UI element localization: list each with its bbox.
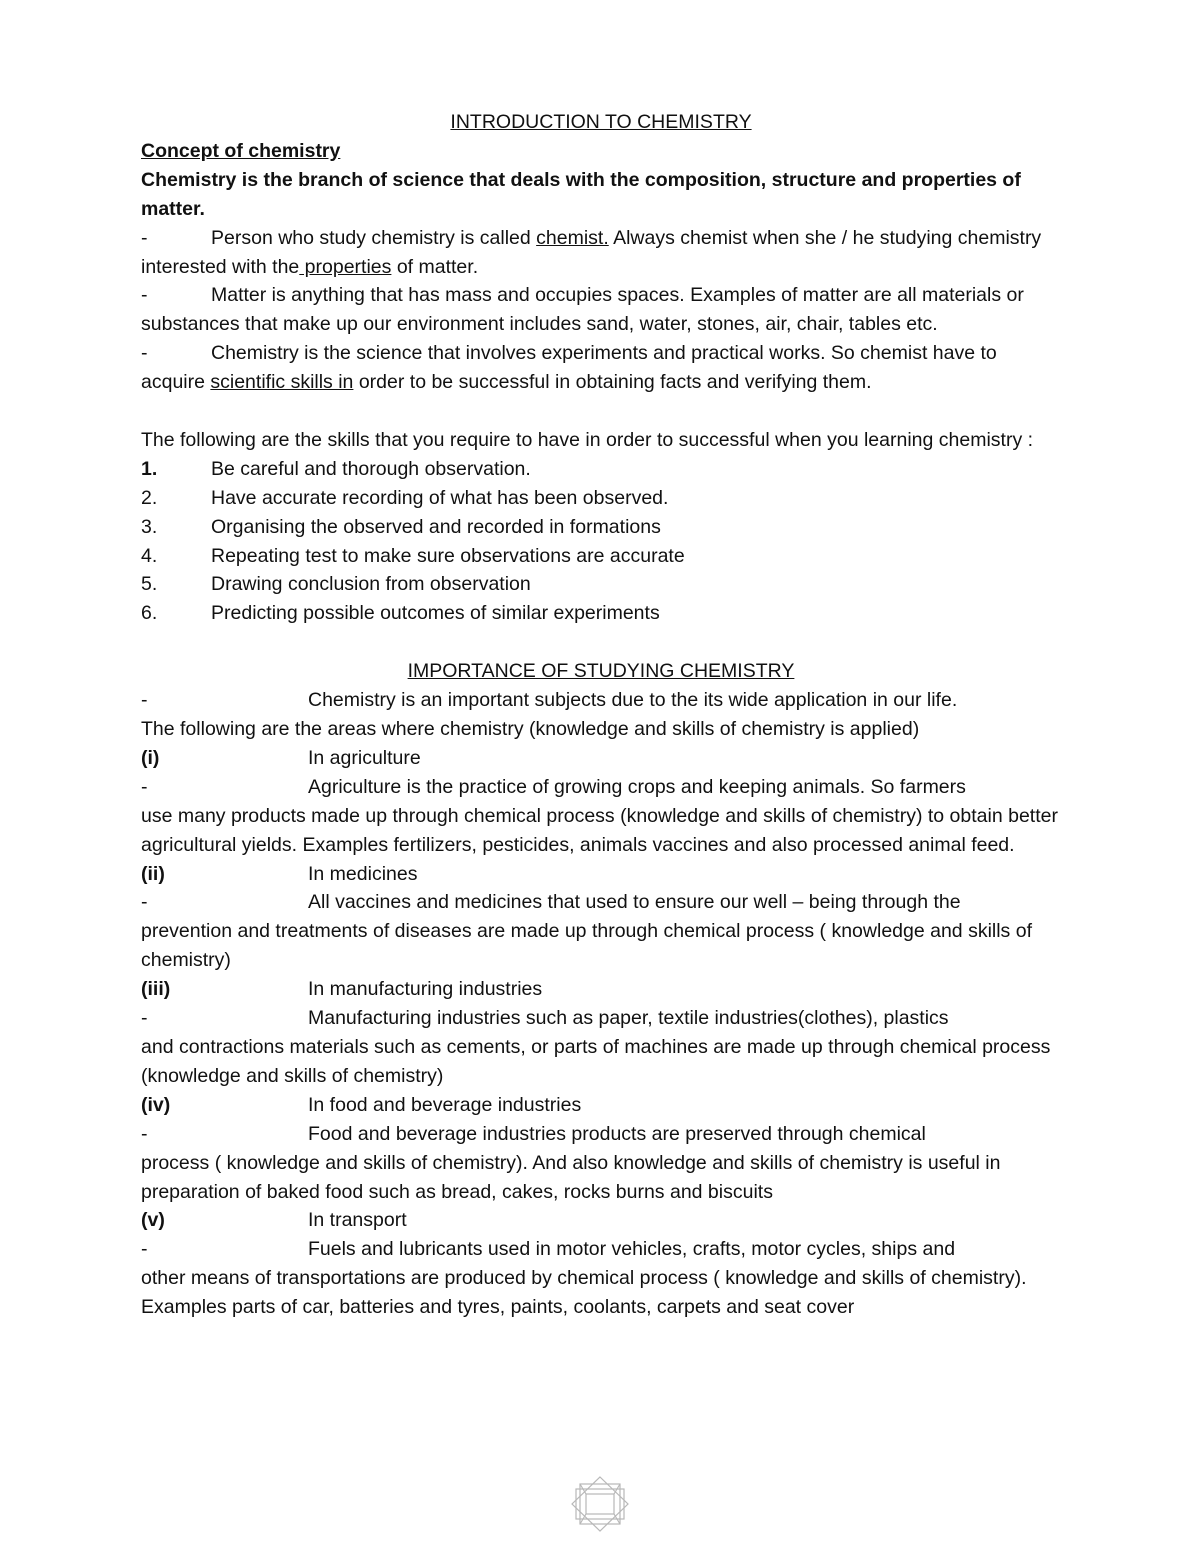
paragraph-science: - Chemistry is the science that involves experiments and practical works. So chemist have to acquire scientific skills in order to be successful in obtaining facts and verifying them. [141,339,1061,397]
dash-mark: - [141,342,148,365]
paragraph-chemist: - Person who study chemistry is called chemist. Always chemist when she / he studying chemistry interested with the properties of matter. [141,224,1061,282]
spacer [141,397,1061,426]
area-title: In food and beverage industries [308,1093,582,1116]
dash-mark: - [141,891,148,914]
document-page [141,108,1061,1322]
list-text: Repeating test to make sure observations are accurate [211,544,685,567]
term-chemist: chemist. [536,226,609,249]
dash-mark: - [141,1122,148,1145]
area-heading-manufacturing [141,975,1061,1004]
concept-heading: Concept of chemistry [141,139,341,162]
list-item [141,484,1061,513]
area-title: In medicines [308,862,418,885]
list-item [141,513,1061,542]
area-number: (iv) [141,1093,171,1116]
list-number: 6. [141,602,158,625]
area-text: use many products made up through chemical process (knowledge and skills of chemistry) to obtain better agricultural yields. Examples fertilizers, pesticides, animals vaccines and also processed animal feed. [141,804,1058,856]
area-text: prevention and treatments of diseases are made up through chemical process ( knowledge and skills of chemistry) [141,920,1032,972]
area-first-line: - Manufacturing industries such as paper, textile industries(clothes), plastics [141,1004,1061,1033]
importance-intro-line: - Chemistry is an important subjects due to the its wide application in our life. [141,686,1061,715]
dash-mark: - [141,1238,148,1261]
dash-mark: - [141,1007,148,1030]
list-item [141,599,1061,628]
area-text: other means of transportations are produced by chemical process ( knowledge and skills of chemistry). Examples parts of car, batteries and tyres, paints, coolants, carpets and seat cover [141,1267,1027,1319]
area-title: In transport [308,1209,407,1232]
list-text: Organising the observed and recorded in formations [211,515,661,538]
area-title: In agriculture [308,746,421,769]
area-heading-agriculture [141,744,1061,773]
area-number: (v) [141,1209,165,1232]
list-item [141,570,1061,599]
skills-intro: The following are the skills that you require to have in order to successful when you learning chemistry : [141,428,1034,451]
dash-mark: - [141,226,148,249]
list-text: Have accurate recording of what has been observed. [211,486,669,509]
list-number: 3. [141,515,158,538]
list-text: Be careful and thorough observation. [211,457,531,480]
area-text: and contractions materials such as cements, or parts of machines are made up through chemical process (knowledge and skills of chemistry) [141,1035,1051,1087]
dash-mark: - [141,689,148,712]
area-text: process ( knowledge and skills of chemistry). And also knowledge and skills of chemistry is useful in preparation of baked food such as bread, cakes, rocks burns and biscuits [141,1151,1001,1203]
list-number: 4. [141,544,158,567]
list-text: Predicting possible outcomes of similar experiments [211,602,660,625]
skills-list [141,455,1061,628]
importance-intro-areas: The following are the areas where chemistry (knowledge and skills of chemistry is applied) [141,718,920,740]
list-number: 1. [141,457,158,480]
area-first-line: - Food and beverage industries products are preserved through chemical [141,1120,1061,1149]
list-item [141,542,1061,571]
area-number: (iii) [141,978,171,1001]
list-number: 2. [141,486,158,509]
area-title: In manufacturing industries [308,978,543,1001]
list-item [141,455,1061,484]
area-first-line: - All vaccines and medicines that used to ensure our well – being through the [141,888,1061,917]
area-heading-food [141,1091,1061,1120]
area-heading-medicines [141,860,1061,889]
area-number: (ii) [141,862,165,885]
area-number: (i) [141,746,160,769]
area-first-line: - Fuels and lubricants used in motor vehicles, crafts, motor cycles, ships and [141,1235,1061,1264]
dash-mark: - [141,284,148,307]
chemistry-definition: Chemistry is the branch of science that deals with the composition, structure and properties of matter. [141,168,1021,220]
area-first-line: - Agriculture is the practice of growing crops and keeping animals. So farmers [141,773,1061,802]
page-ornament-icon [570,1475,630,1533]
list-number: 5. [141,573,158,596]
document-title: INTRODUCTION TO CHEMISTRY [450,111,752,133]
dash-mark: - [141,775,148,798]
paragraph-matter: - Matter is anything that has mass and occupies spaces. Examples of matter are all materials or substances that make up our environment includes sand, water, stones, air, chair, tables etc. [141,281,1061,339]
area-heading-transport [141,1206,1061,1235]
term-properties: properties [299,255,392,278]
list-text: Drawing conclusion from observation [211,573,531,596]
spacer [141,628,1061,657]
term-scientific-skills: scientific skills in [210,371,354,394]
importance-heading: IMPORTANCE OF STUDYING CHEMISTRY [407,660,795,683]
